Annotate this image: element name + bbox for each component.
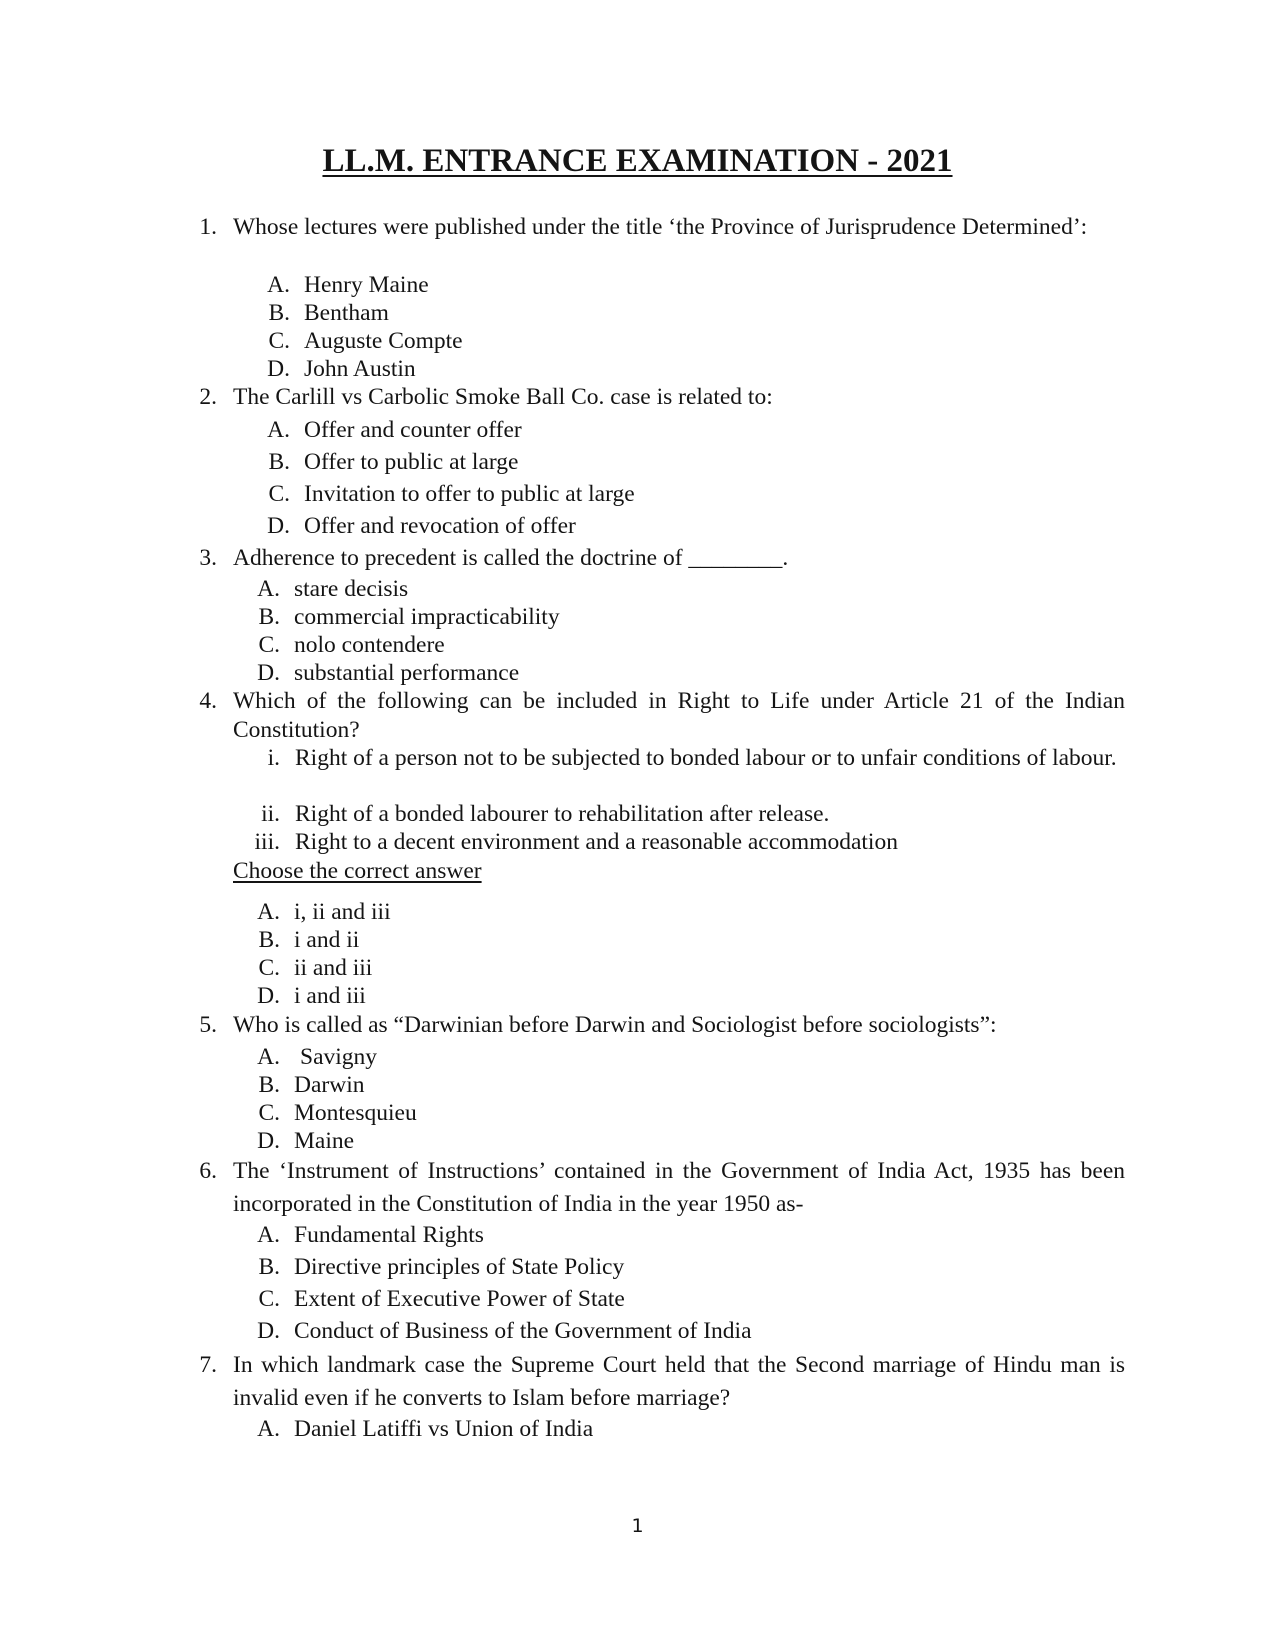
option-text: i and iii	[294, 983, 366, 1009]
option-text: ii and iii	[294, 955, 373, 981]
option-label: A.	[267, 272, 290, 298]
option-label: C.	[258, 1100, 280, 1126]
option-text: Conduct of Business of the Government of India	[294, 1318, 752, 1344]
option-label: B.	[268, 300, 290, 326]
question-number: 6.	[199, 1158, 217, 1184]
statement-text: Right to a decent environment and a reasonable accommodation	[295, 829, 898, 855]
option-label: A.	[257, 1044, 280, 1070]
option-label: D.	[257, 983, 280, 1009]
option-label: C.	[258, 632, 280, 658]
option-text: Fundamental Rights	[294, 1222, 484, 1248]
option-label: B.	[258, 1254, 280, 1280]
option-label: D.	[267, 356, 290, 382]
option-text: i and ii	[294, 927, 360, 953]
question-text: The Carlill vs Carbolic Smoke Ball Co. case is related to:	[233, 384, 773, 410]
option-label: D.	[267, 513, 290, 539]
question-text: In which landmark case the Supreme Court held that the Second marriage of Hindu man is invalid even if he converts to Islam before marriage?	[233, 1352, 1125, 1411]
option-label: C.	[268, 328, 290, 354]
question-number: 7.	[199, 1352, 217, 1378]
option-text: Savigny	[300, 1044, 378, 1070]
option-text: Offer and revocation of offer	[304, 513, 576, 539]
statement-text: Right of a person not to be subjected to bonded labour or to unfair conditions of labour.	[295, 745, 1117, 771]
question-number: 1.	[199, 214, 217, 240]
option-label: B.	[258, 604, 280, 630]
option-text: John Austin	[304, 356, 416, 382]
option-label: A.	[257, 576, 280, 602]
page-number: 1	[631, 1515, 644, 1537]
question-text: Which of the following can be included in Right to Life under Article 21 of the Indian Constitution?	[233, 688, 1125, 743]
option-text: Bentham	[304, 300, 389, 326]
option-text: Henry Maine	[304, 272, 429, 298]
option-label: A.	[257, 1416, 280, 1442]
option-text: i, ii and iii	[294, 899, 391, 925]
question-number: 2.	[199, 384, 217, 410]
option-text: substantial performance	[294, 660, 520, 686]
statement-label: ii.	[261, 801, 280, 827]
option-label: C.	[258, 1286, 280, 1312]
statement-text: Right of a bonded labourer to rehabilitation after release.	[295, 801, 830, 827]
statement-label: i.	[267, 745, 280, 771]
option-label: A.	[267, 417, 290, 443]
option-label: C.	[258, 955, 280, 981]
option-label: B.	[258, 927, 280, 953]
option-text: Offer to public at large	[304, 449, 519, 475]
question-number: 3.	[199, 545, 217, 571]
option-text: Daniel Latiffi vs Union of India	[294, 1416, 594, 1442]
option-text: Directive principles of State Policy	[294, 1254, 625, 1280]
option-label: C.	[268, 481, 290, 507]
exam-title: LL.M. ENTRANCE EXAMINATION - 2021	[322, 143, 953, 179]
statement-label: iii.	[254, 829, 280, 855]
question-text: Whose lectures were published under the title ‘the Province of Jurisprudence Determined’:	[233, 214, 1088, 240]
option-label: B.	[258, 1072, 280, 1098]
option-text: nolo contendere	[294, 632, 445, 658]
option-text: Darwin	[294, 1072, 365, 1098]
option-text: Offer and counter offer	[304, 417, 522, 443]
question-text: Who is called as “Darwinian before Darwin and Sociologist before sociologists”:	[233, 1012, 997, 1038]
option-text: Auguste Compte	[304, 328, 463, 354]
option-label: A.	[257, 1222, 280, 1248]
option-text: Extent of Executive Power of State	[294, 1286, 625, 1312]
option-text: Invitation to offer to public at large	[304, 481, 635, 507]
question-text: Adherence to precedent is called the doctrine of ________.	[233, 545, 789, 571]
instruction-text: Choose the correct answer	[233, 858, 482, 884]
option-label: D.	[257, 1318, 280, 1344]
option-label: D.	[257, 660, 280, 686]
question-number: 4.	[199, 688, 217, 714]
option-label: A.	[257, 899, 280, 925]
option-label: B.	[268, 449, 290, 475]
question-text: The ‘Instrument of Instructions’ contained in the Government of India Act, 1935 has been incorporated in the Constitution of India in the year 1950 as-	[233, 1158, 1125, 1217]
option-text: Maine	[294, 1128, 355, 1154]
option-text: commercial impracticability	[294, 604, 560, 630]
option-text: Montesquieu	[294, 1100, 417, 1126]
option-text: stare decisis	[294, 576, 409, 602]
question-number: 5.	[199, 1012, 217, 1038]
option-label: D.	[257, 1128, 280, 1154]
